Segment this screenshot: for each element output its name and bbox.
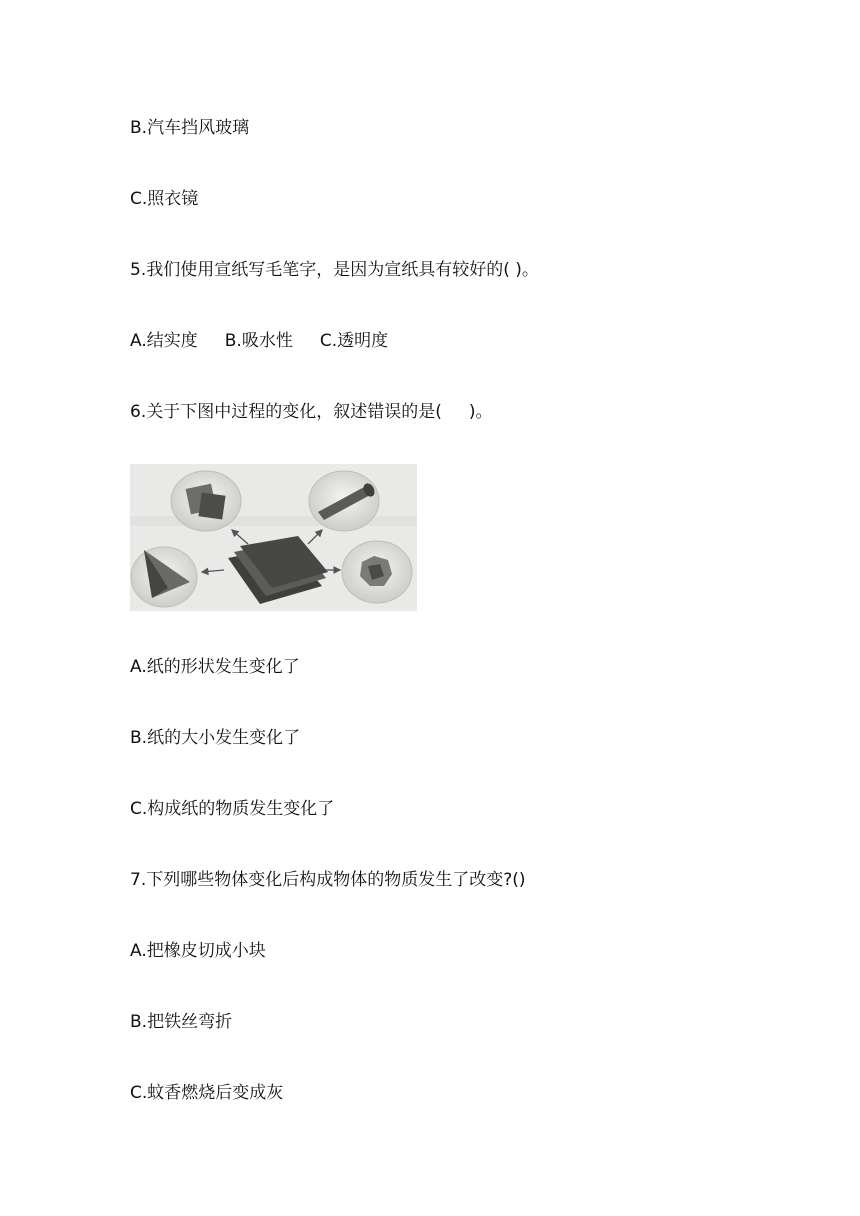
rolled-paper-disc bbox=[309, 471, 379, 531]
crumpled-paper-disc bbox=[342, 541, 412, 603]
q7-option-a: A.把橡皮切成小块 bbox=[130, 941, 266, 961]
paper-plane-disc bbox=[131, 547, 197, 607]
question-7: 7.下列哪些物体变化后构成物体的物质发生了改变?() bbox=[130, 870, 526, 890]
q7-option-c: C.蚊香燃烧后变成灰 bbox=[130, 1083, 284, 1103]
question-6: 6.关于下图中过程的变化，叙述错误的是( )。 bbox=[130, 402, 493, 422]
folded-paper-disc bbox=[171, 471, 241, 531]
q6-option-c: C.构成纸的物质发生变化了 bbox=[130, 799, 335, 819]
paper-change-illustration bbox=[130, 464, 417, 611]
q4-option-c: C.照衣镜 bbox=[130, 189, 199, 209]
q6-option-b: B.纸的大小发生变化了 bbox=[130, 728, 301, 748]
q4-option-b: B.汽车挡风玻璃 bbox=[130, 118, 250, 138]
paper-stack bbox=[228, 536, 328, 604]
question-5: 5.我们使用宣纸写毛笔字，是因为宣纸具有较好的( )。 bbox=[130, 260, 539, 280]
q6-option-a: A.纸的形状发生变化了 bbox=[130, 657, 300, 677]
q5-options: A.结实度 B.吸水性 C.透明度 bbox=[130, 331, 389, 351]
paper-change-figure bbox=[130, 464, 417, 611]
q7-option-b: B.把铁丝弯折 bbox=[130, 1012, 233, 1032]
